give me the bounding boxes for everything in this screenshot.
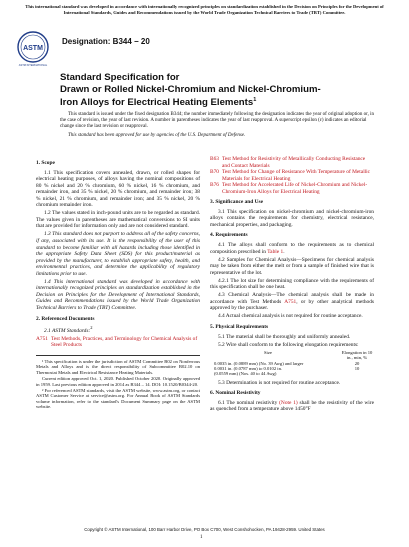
dod-approval-note: This standard has been approved for use by agencies of the U.S. Department of Defense. [68,133,246,138]
section-2-heading: 2. Referenced Documents [36,315,95,322]
table-row: 0.0031 in. (0.0787 mm) to 0.0102 in. 10 [214,366,360,372]
ref-title[interactable]: Test Method for Accelerated Life of Nickel-Chromium and Nickel-Chromium-Iron Alloys for Electrical Heating [222,182,368,195]
ref-code[interactable]: B70 [210,169,219,176]
footnote-1-edition: Current edition approved Oct. 1, 2020. Published October 2020. Originally approved in 1959. Last previous edition approved in 2014 as B344 – 14. DOI: 10.1520/B0344-20. [36,376,200,387]
para-4-2-1: 4.2.1 The lot size for determining compliance with the requirements of this specification shall be one heat. [210,277,374,291]
reference-a751[interactable] [36,336,200,349]
ref-title[interactable]: Test Method for Resistivity of Metallically Conducting Resistance and Contact Materials [222,156,366,169]
ref-title[interactable]: Test Method for Change of Resistance With Temperature of Metallic Materials for Electrical Heating [222,169,371,182]
header-note: This international standard was developed in accordance with internationally recognized principles on standardization established in the Decision on Principles for the Development of International Standards, Guides and Recommendations issued by the World Trade Organization Technical Barriers to Trade (TBT) Committee. [25,4,384,15]
para-5-2: 5.2 Wire shall conform to the following elongation requirements: [218,341,359,348]
ref-title[interactable]: Test Methods, Practices, and Terminology for Chemical Analysis of Steel Products [50,335,198,349]
footnote-2: ² For referenced ASTM standards, visit the ASTM website, www.astm.org, or contact ASTM Customer Service at service@astm.org. For Annual Book of ASTM Standards volume information, refer to the standard's Document Summary page on the ASTM website. [36,388,200,410]
svg-text:ASTM: ASTM [23,45,43,52]
para-4-2: 4.2 Samples for Chemical Analysis—Specimens for chemical analysis may be taken from either the melt or from a sample of finished wire that is representative of the lot. [210,256,374,276]
footnote-1: ¹ This specification is under the jurisdiction of ASTM Committee B02 on Nonferrous Metals and Alloys and is the direct responsibility of Subcommittee B02.10 on Thermostat Metals and Electrical Resistance Heating Materials. [36,359,200,375]
title-footnote-mark[interactable]: 1 [253,97,257,103]
ref-code[interactable]: B76 [210,182,219,189]
para-1-2: 1.2 The values stated in inch-pound units are to be regarded as standard. The values given in parentheses are mathematical conversions to SI units that are provided for information only and are not considered standard. [36,210,200,230]
para-1-4: 1.4 This international standard was developed in accordance with internationally recognized principles on standardization established in the Decision on Principles for the Development of International Standards, Guides and Recommendations issued by the World Trade Organization Technical Barriers to Trade (TBT) Committee. [36,278,200,311]
designation: Designation: B344 − 20 [62,37,150,46]
col-elongation: Elongation in 10 in., min, % [341,350,373,361]
footnote-2-mark[interactable]: 2 [90,325,93,331]
para-2-1: 2.1 ASTM Standards:$^2$ [44,325,93,334]
footnotes [36,355,200,410]
para-4-3: 4.3 Chemical Analysis—The chemical analysis shall be made in accordance with Test Methods A751, or by other analytical methods approved by the purchaser. [210,292,375,312]
preface-paragraph: This standard is issued under the fixed designation B344; the number immediately following the designation indicates the year of original adoption or, in the case of revision, the year of last revision. A number in parentheses indicates the year of last reapproval. A superscript epsilon (ε) indicates an editorial change since the last revision or reapproval. [60,112,374,130]
para-4-1: 4.1 The alloys shall conform to the requirements as to chemical composition prescribed in Table 1. [210,242,374,255]
page-number: 1 [200,535,203,540]
reference-b63[interactable] [210,156,374,169]
title-line-3: Iron Alloys for Electrical Heating Elements$^1$ [60,97,257,109]
reference-b70[interactable] [210,169,374,182]
right-column [210,156,374,414]
section-3-heading: 3. Significance and Use [210,199,264,206]
para-1-1: 1.1 This specification covers annealed, drawn, or rolled shapes for electrical heating purposes, of alloys having the nominal compositions of 80 % nickel and 20 % chromium, 60 % nickel, 16 % chromium, and remainder iron, and 35 % nickel, 20 % chromium, and remainder iron; 38 % nickel, 21 % chromium, and remainder iron; and 35 % nickel, 20 % chromium remainder iron. [36,169,200,209]
para-6-1: 6.1 The nominal resistivity (Note 1) shall be the resistivity of the wire as quenched from a temperature above 1450°F [210,399,374,413]
note-1-link[interactable]: (Note 1) [279,399,298,406]
reference-b76[interactable] [210,182,374,195]
ref-code[interactable]: B63 [210,156,219,162]
table-row: 0.0035 in. (0.0889 mm) (No. 39 Awg) and larger 20 [214,360,360,366]
section-5-heading: 5. Physical Requirements [210,324,269,331]
para-3-1: 3.1 This specification on nickel-chromium and nickel-chromium-iron alloys contains the requirements for chemistry, electrical resistance, mechanical properties, and packaging. [210,208,374,228]
document-title [60,72,360,109]
para-5-3: 5.3 Determination is not required for routine acceptance. [218,379,341,386]
table-1-link[interactable]: Table 1 [267,248,284,255]
astm-logo [16,26,50,68]
left-column [36,156,200,411]
col-size: Size [264,350,272,356]
copyright-footer: Copyright © ASTM International, 100 Barr Harbor Drive, PO Box C700, West Conshohocken, PA 19428-2959. United States [84,527,325,532]
para-5-1: 5.1 The material shall be thoroughly and uniformly annealed. [218,333,351,340]
section-4-heading: 4. Requirements [210,232,248,239]
title-line-1: Standard Specification for [60,72,180,83]
table-header [214,350,374,361]
para-1-3: 1.3 This standard does not purport to address all of the safety concerns, if any, associated with its use. It is the responsibility of the user of this standard to become familiar with all hazards including those identified in the appropriate Safety Data Sheet (SDS) for this product/material as provided by the manufacturer, to establish appropriate safety, health, and environmental practices, and determine the applicability of regulatory limitations prior to use. [36,231,200,277]
ref-code[interactable]: A751 [36,335,48,342]
para-4-4: 4.4 Actual chemical analysis is not required for routine acceptance. [218,313,363,320]
a751-link[interactable]: A751 [284,298,297,305]
table-row: (0.0559 mm) (Nos. 40 to 44 Awg) [214,371,277,377]
section-6-heading: 6. Nominal Resistivity [210,390,261,397]
title-line-2: Drawn or Rolled Nickel-Chromium and Nickel-Chromium- [60,83,321,95]
logo-text: ASTM INTERNATIONAL [18,64,48,67]
elongation-table [214,350,374,376]
section-1-heading: 1. Scope [36,160,55,166]
